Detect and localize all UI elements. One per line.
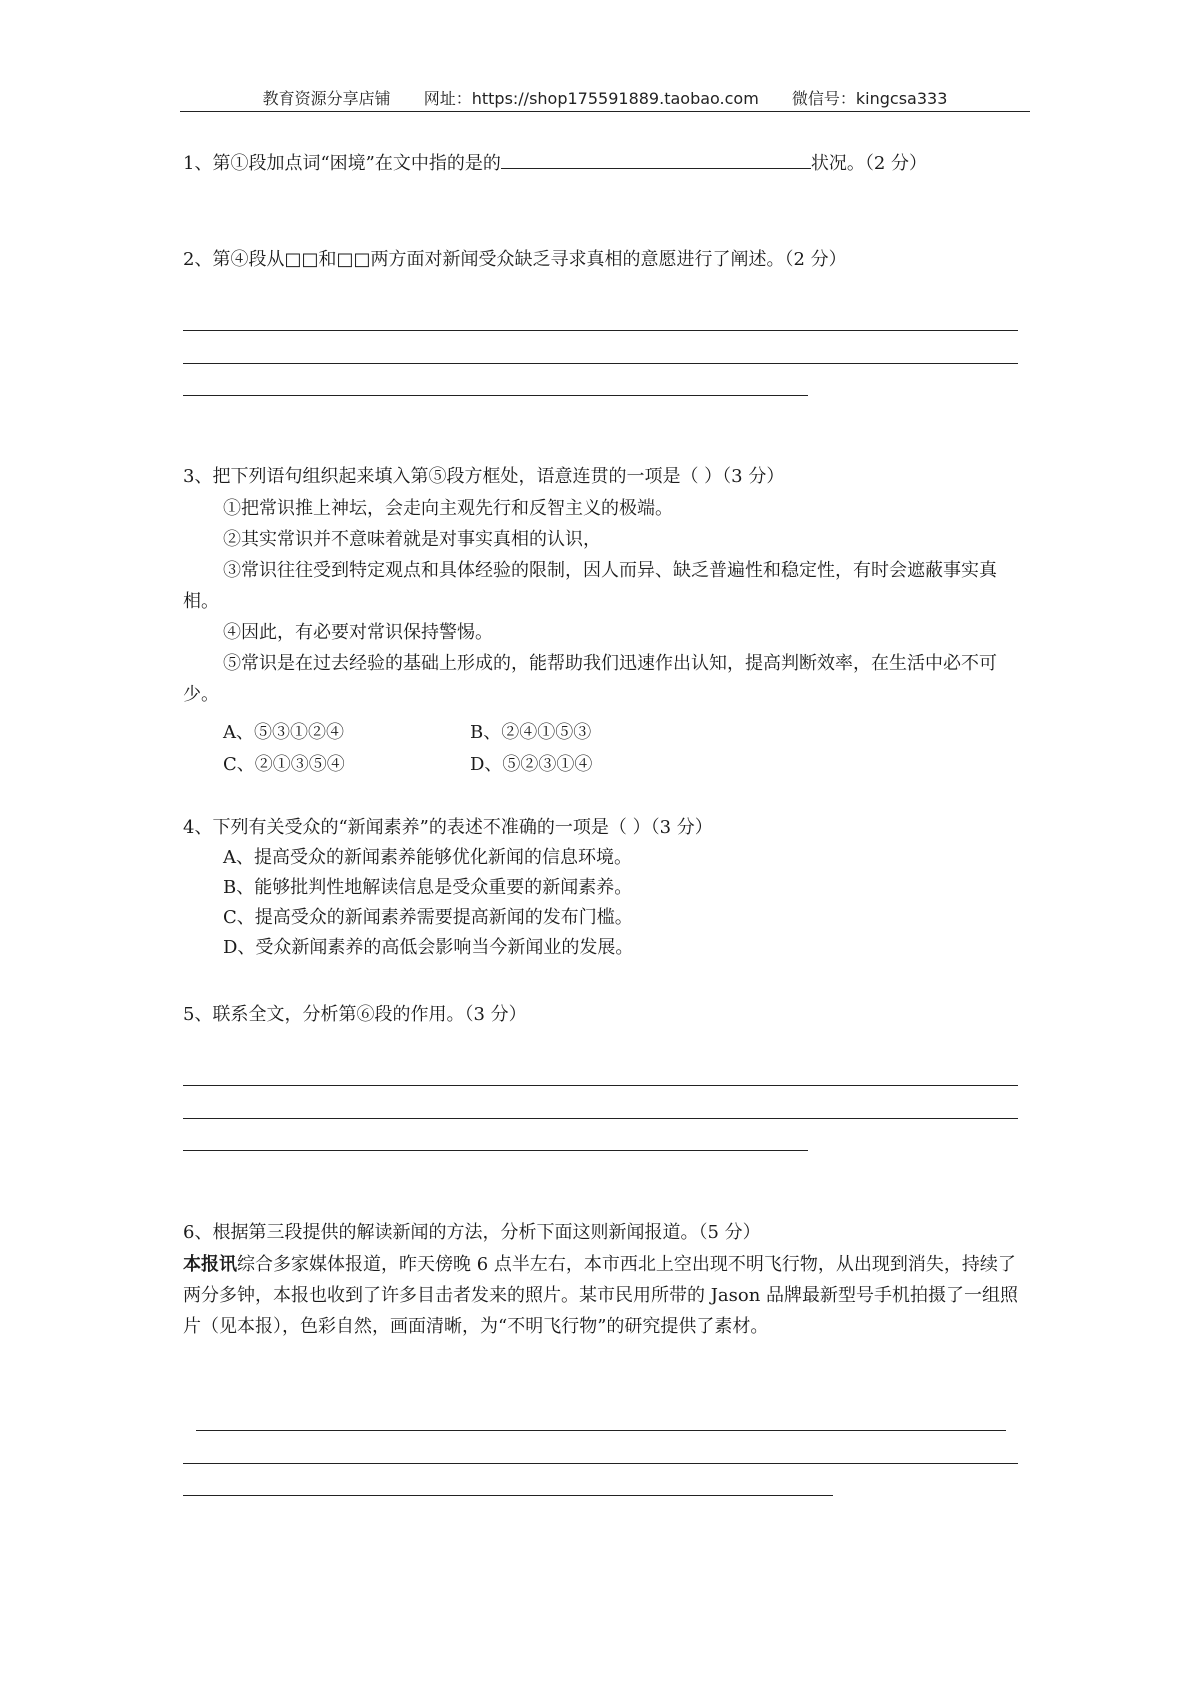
answer-line[interactable] — [183, 1463, 1018, 1464]
answer-line[interactable] — [183, 1118, 1018, 1119]
question-1-tail: 状况。（2 分） — [810, 153, 928, 174]
answer-line[interactable] — [183, 395, 808, 396]
question-3-text: 3、把下列语句组织起来填入第⑤段方框处，语意连贯的一项是（ ）（3 分） — [183, 466, 785, 487]
answer-line[interactable] — [183, 330, 1018, 331]
page-header — [180, 86, 1030, 109]
question-4-options — [223, 843, 633, 963]
option-c[interactable]: C、②①③⑤④ — [223, 754, 345, 775]
question-4-stem — [183, 813, 713, 843]
question-5-text: 5、联系全文，分析第⑥段的作用。（3 分） — [183, 1004, 527, 1025]
answer-line[interactable] — [183, 1085, 1018, 1086]
shop-url: 网址：https://shop175591889.taobao.com — [423, 89, 759, 108]
sentence-1: ①把常识推上神坛，会走向主观先行和反智主义的极端。 — [223, 498, 673, 519]
option-d[interactable]: D、受众新闻素养的高低会影响当今新闻业的发展。 — [223, 937, 634, 958]
option-row — [223, 718, 592, 744]
answer-line[interactable] — [196, 1430, 1006, 1431]
question-2 — [183, 245, 847, 275]
question-1-text: 1、第①段加点词“困境”在文中指的是的 — [183, 153, 501, 174]
shop-name: 教育资源分享店铺 — [262, 89, 391, 108]
option-row — [223, 750, 593, 776]
option-a[interactable]: A、⑤③①②④ — [223, 722, 344, 743]
question-3-sentences — [183, 493, 1023, 710]
answer-line[interactable] — [183, 363, 1018, 364]
option-b[interactable]: B、能够批判性地解读信息是受众重要的新闻素养。 — [223, 877, 633, 898]
question-2-text: 2、第④段从□□和□□两方面对新闻受众缺乏寻求真相的意愿进行了阐述。（2 分） — [183, 249, 847, 270]
option-d[interactable]: D、⑤②③①④ — [470, 754, 593, 775]
question-5 — [183, 1000, 527, 1030]
option-c[interactable]: C、提高受众的新闻素养需要提高新闻的发布门槛。 — [223, 907, 633, 928]
answer-line[interactable] — [183, 1150, 808, 1151]
sentence-3: ③常识往往受到特定观点和具体经验的限制，因人而异、缺乏普遍性和稳定性，有时会遮蔽事实真相。 — [183, 560, 997, 612]
sentence-4: ④因此，有必要对常识保持警惕。 — [223, 622, 493, 643]
news-passage — [183, 1249, 1023, 1342]
sentence-5: ⑤常识是在过去经验的基础上形成的，能帮助我们迅速作出认知，提高判断效率，在生活中必不可少。 — [183, 653, 997, 705]
question-3-stem — [183, 462, 784, 492]
question-6-text: 6、根据第三段提供的解读新闻的方法，分析下面这则新闻报道。（5 分） — [183, 1222, 761, 1243]
option-a[interactable]: A、提高受众的新闻素养能够优化新闻的信息环境。 — [223, 847, 632, 868]
wechat-id: 微信号：kingcsa333 — [791, 89, 948, 108]
question-6-stem — [183, 1218, 761, 1248]
news-lead: 本报讯 — [183, 1254, 237, 1275]
header-rule — [180, 111, 1030, 112]
option-b[interactable]: B、②④①⑤③ — [470, 722, 592, 743]
answer-line[interactable] — [183, 1495, 833, 1496]
sentence-2: ②其实常识并不意味着就是对事实真相的认识， — [223, 529, 601, 550]
answer-blank-1[interactable] — [501, 148, 811, 169]
news-body: 综合多家媒体报道，昨天傍晚 6 点半左右，本市西北上空出现不明飞行物，从出现到消失，持续了两分多钟，本报也收到了许多目击者发来的照片。某市民用所带的 Jason 品牌最新型号手机拍摄了一组照片（见本报），色彩自然，画面清晰，为“不明飞行物”的研究提供了素材。 — [183, 1254, 1019, 1337]
question-4-text: 4、下列有关受众的“新闻素养”的表述不准确的一项是（ ）（3 分） — [183, 817, 713, 838]
question-1 — [183, 148, 927, 179]
